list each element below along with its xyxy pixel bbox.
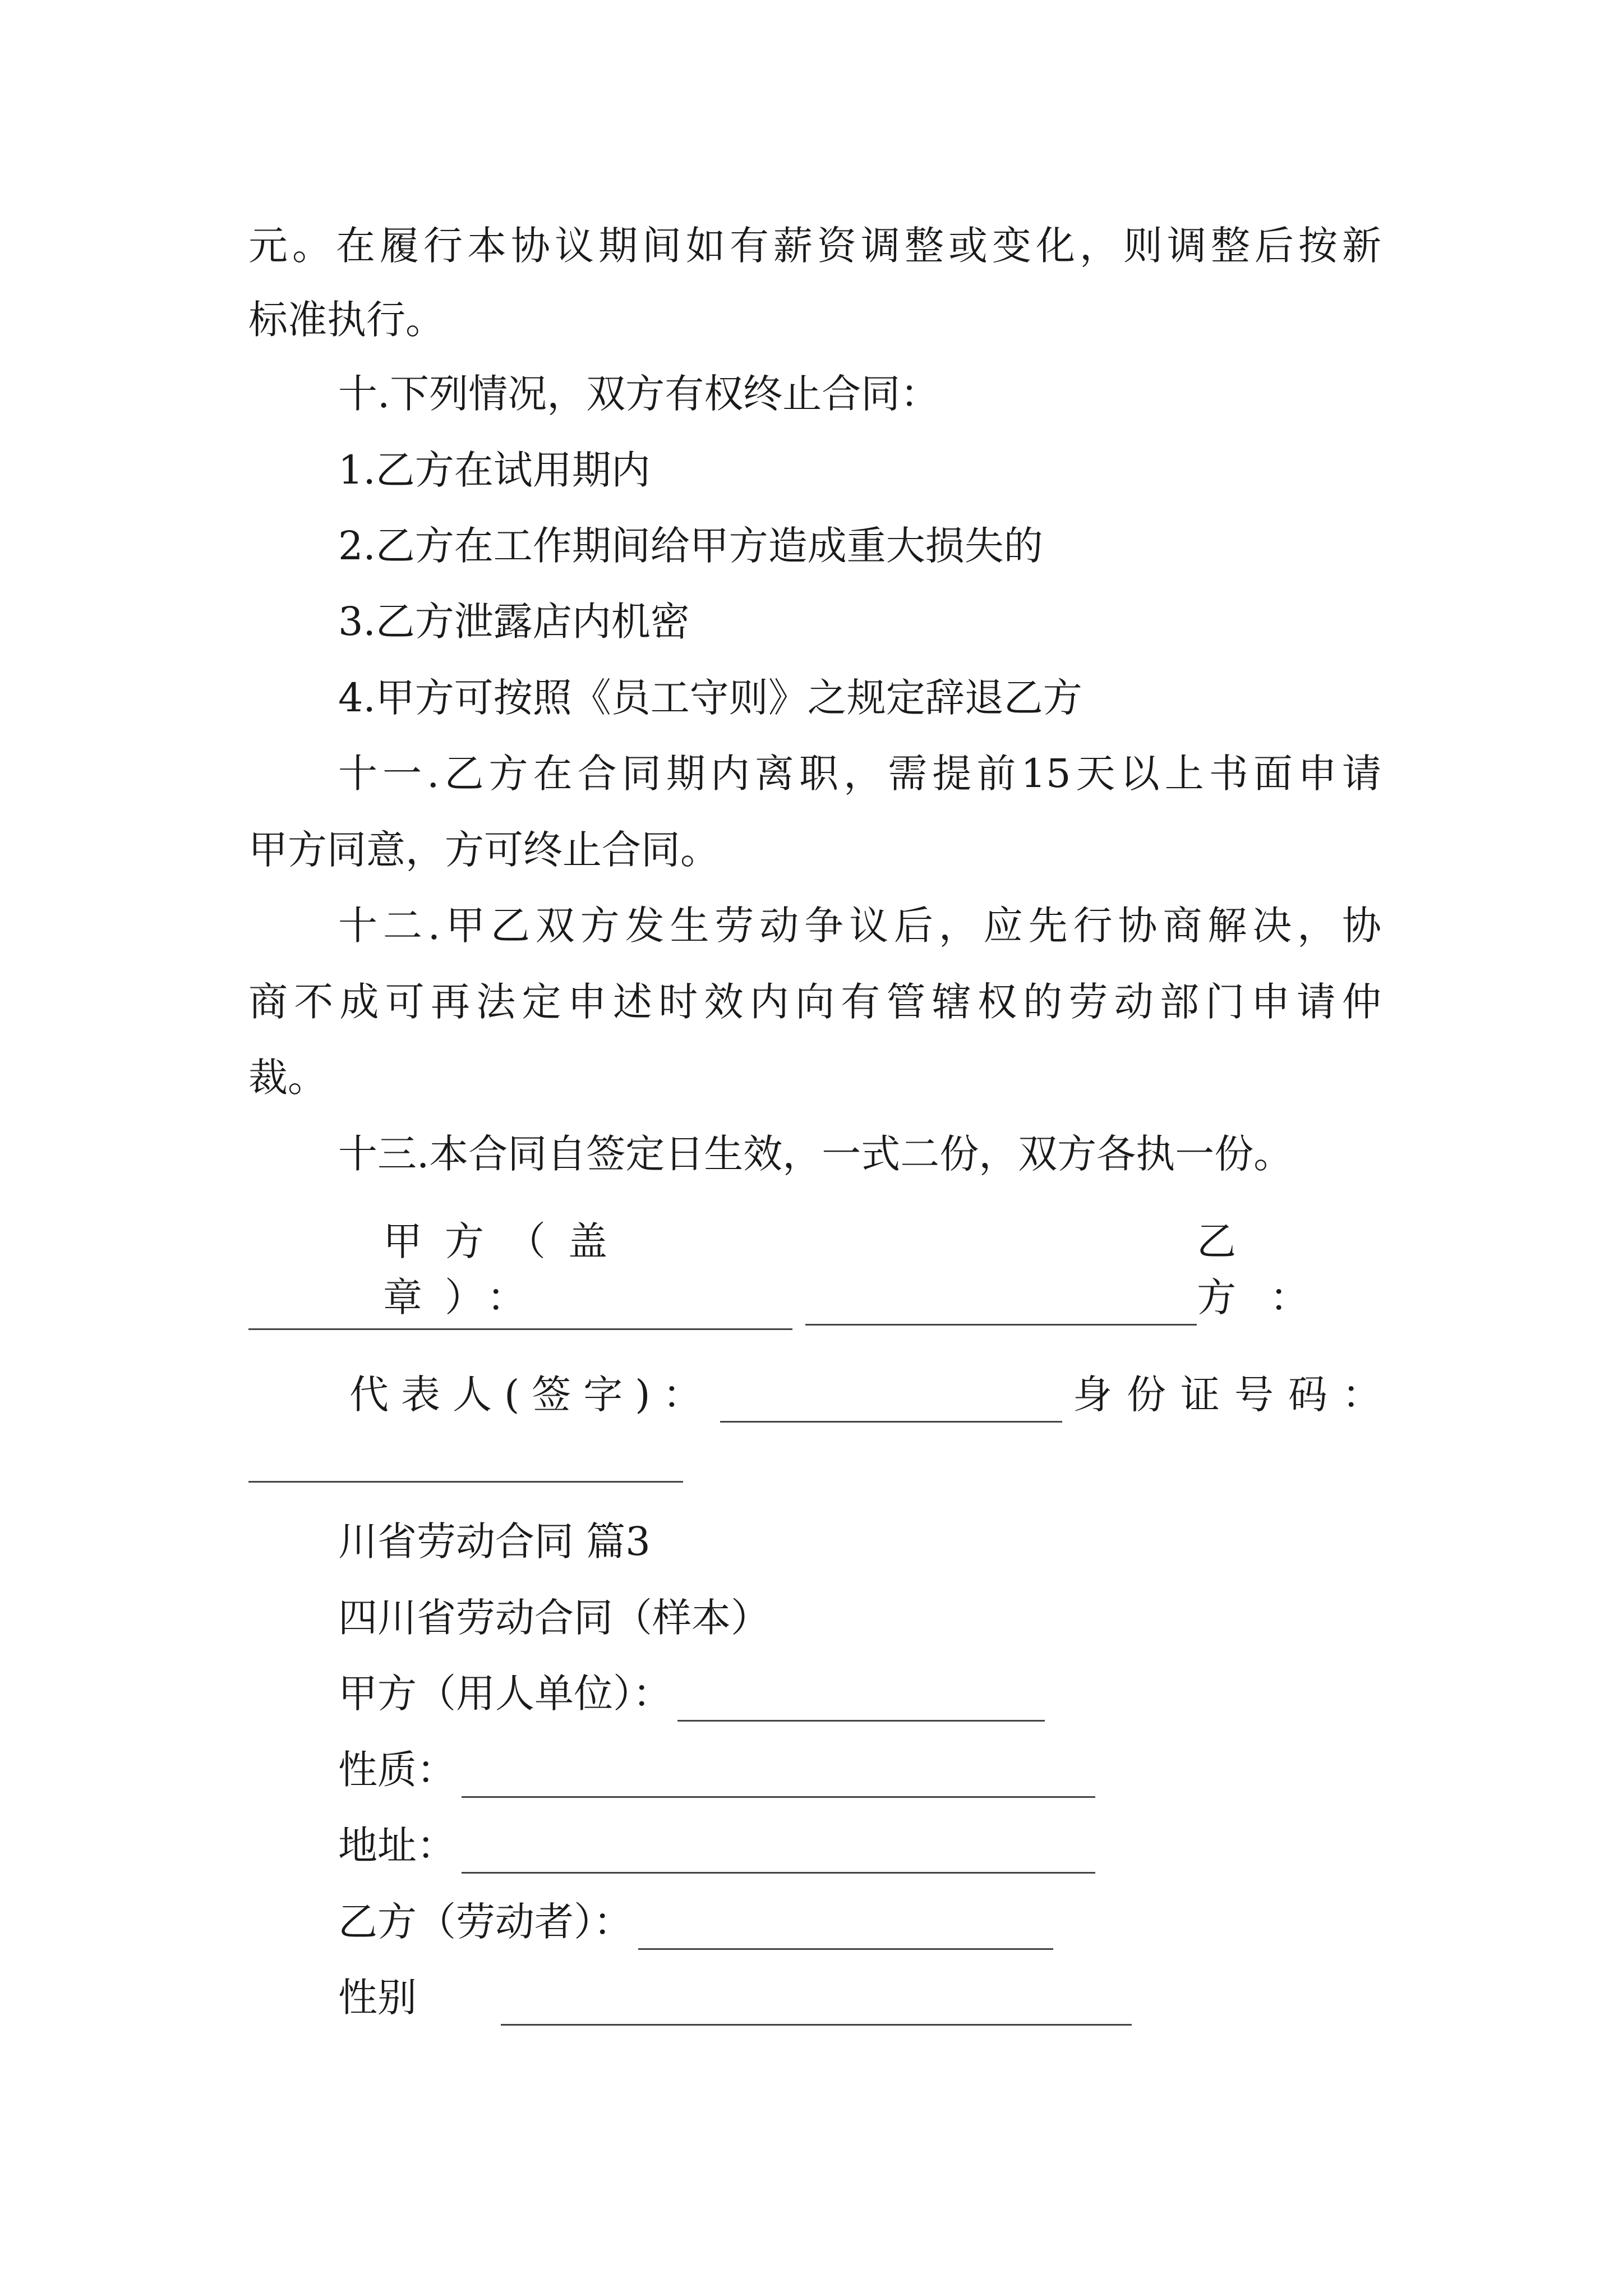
- nature-label: 性质：: [338, 1747, 456, 1793]
- party-b-blank: [248, 1328, 792, 1330]
- gender-field: [338, 1970, 1132, 2026]
- list-item: 4.甲方可按照《员工守则》之规定辞退乙方: [338, 675, 1082, 721]
- employer-label: 甲方（用人单位）：: [338, 1671, 672, 1717]
- representative-blank: [720, 1382, 1062, 1423]
- paragraph-line: 裁。: [248, 1055, 327, 1101]
- list-item: 3.乙方泄露店内机密: [338, 599, 690, 645]
- employee-blank: [638, 1909, 1053, 1950]
- employer-blank: [677, 1681, 1045, 1722]
- signature-row-parties: [383, 1213, 1381, 1326]
- representative-label: 代表人(签字)：: [349, 1372, 714, 1418]
- address-blank: [462, 1833, 1095, 1874]
- address-field: [338, 1818, 1095, 1874]
- gender-blank: [501, 1985, 1132, 2026]
- clause-ten: 十.下列情况，双方有权终止合同：: [338, 371, 940, 417]
- clause-twelve: 十二.甲乙双方发生劳动争议后，应先行协商解决，协: [338, 903, 1381, 949]
- paragraph-line: 甲方同意，方可终止合同。: [248, 827, 720, 873]
- list-item: 1.乙方在试用期内: [338, 447, 651, 493]
- id-number-blank: [248, 1481, 683, 1483]
- signature-row-representative: [349, 1366, 1396, 1423]
- gender-label: 性别: [338, 1975, 417, 2021]
- address-label: 地址：: [338, 1823, 456, 1869]
- employer-field: [338, 1665, 1045, 1722]
- nature-blank: [462, 1757, 1095, 1798]
- party-a-label: 甲方（盖章）：: [383, 1218, 630, 1320]
- contract-title: 四川省劳动合同（样本）: [338, 1595, 770, 1641]
- party-b-label: 乙方：: [1197, 1218, 1343, 1320]
- employee-field: [338, 1894, 1053, 1950]
- paragraph-line: 元。在履行本协议期间如有薪资调整或变化，则调整后按新: [248, 223, 1381, 269]
- party-a-seal-blank: [805, 1285, 1197, 1326]
- paragraph-line: 标准执行。: [248, 297, 445, 343]
- clause-thirteen: 十三.本合同自签定日生效，一式二份，双方各执一份。: [338, 1131, 1293, 1177]
- nature-field: [338, 1742, 1095, 1798]
- list-item: 2.乙方在工作期间给甲方造成重大损失的: [338, 523, 1043, 569]
- id-number-label: 身份证号码：: [1073, 1372, 1396, 1418]
- paragraph-line: 商不成可再法定申述时效内向有管辖权的劳动部门申请仲: [248, 979, 1381, 1025]
- employee-label: 乙方（劳动者）：: [338, 1899, 633, 1945]
- clause-eleven: 十一.乙方在合同期内离职，需提前15天以上书面申请: [338, 751, 1381, 797]
- section-heading: 川省劳动合同 篇3: [338, 1519, 651, 1565]
